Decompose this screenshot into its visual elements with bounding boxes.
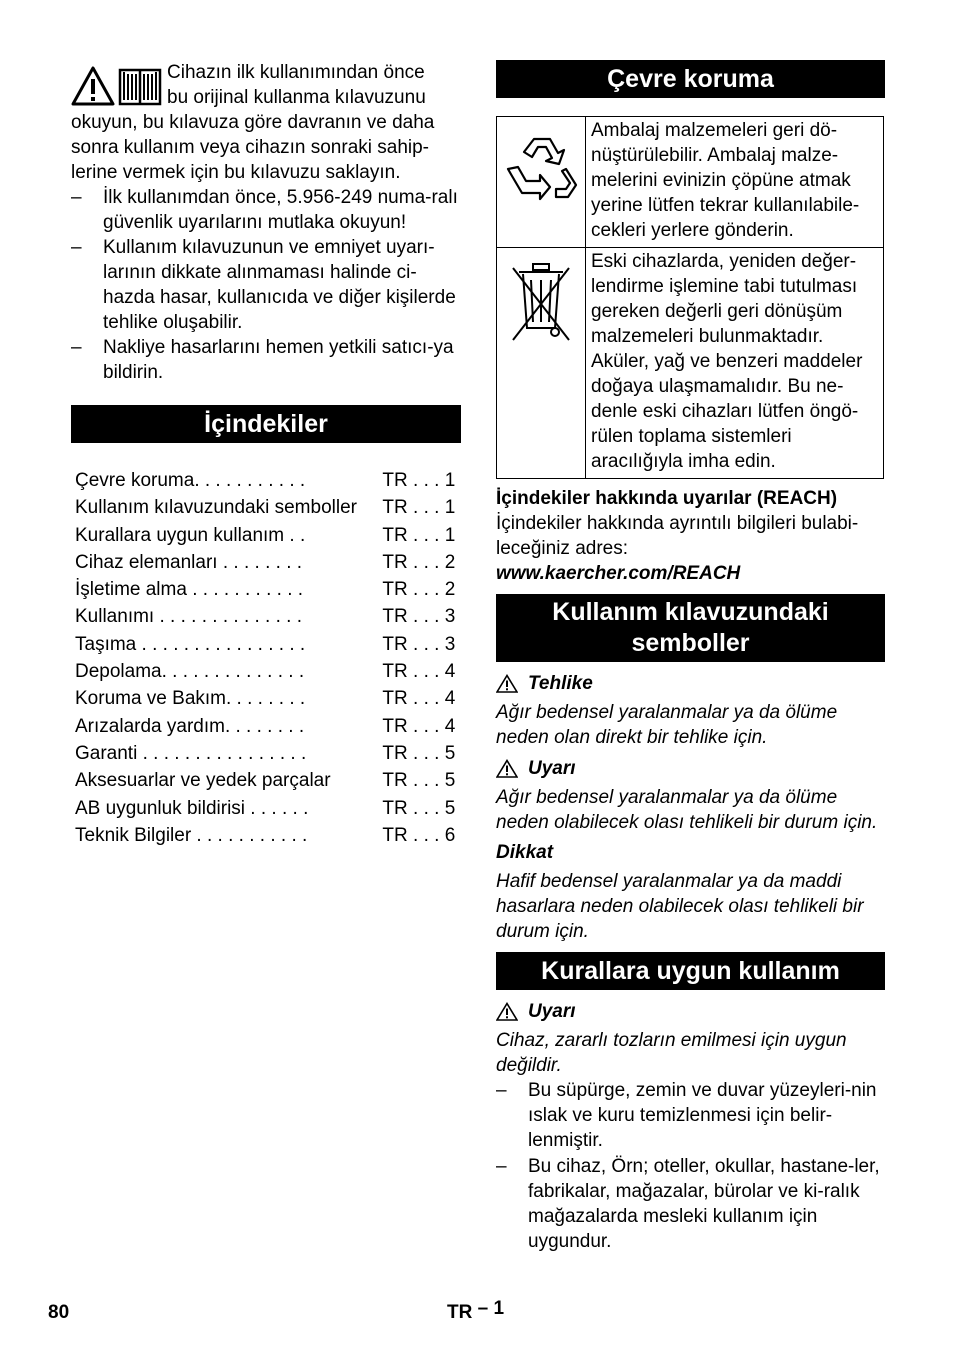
toc-entry-title: AB uygunluk bildirisi . . . . . .	[75, 797, 309, 819]
intended-warning-text: Cihaz, zararlı tozların emilmesi için uygun değildir.	[496, 1030, 847, 1076]
right-column	[496, 60, 885, 1254]
toc-entry-page: TR . . . 5	[382, 742, 456, 764]
recycle-icon-cell	[497, 117, 586, 248]
toc-entry-page: TR . . . 3	[382, 606, 456, 628]
intro-icons	[71, 64, 163, 110]
crossed-bin-icon	[511, 262, 571, 344]
reach-section	[496, 486, 885, 586]
toc-entry-page: TR . . . 1	[382, 497, 456, 519]
symbols-heading-line-1: Kullanım kılavuzundaki	[552, 598, 829, 626]
toc-entry-page: TR . . . 1	[382, 524, 456, 546]
list-item	[71, 185, 461, 235]
toc-entry-title: Kullanımı . . . . . . . . . . . . . .	[75, 606, 303, 628]
toc-entry-title: Arızalarda yardım. . . . . . . .	[75, 715, 305, 737]
warning-triangle-icon	[496, 759, 518, 778]
toc-entry-title: Aksesuarlar ve yedek parçalar	[75, 770, 331, 792]
table-row	[497, 248, 884, 479]
danger-label-row	[496, 671, 885, 696]
intended-use-section	[496, 999, 885, 1254]
intended-warning-label-row	[496, 999, 885, 1024]
warning-label-row	[496, 756, 885, 781]
toc-entry-page: TR . . . 4	[382, 688, 456, 710]
toc-entry-title: Kullanım kılavuzundaki semboller	[75, 497, 357, 519]
reach-text: İçindekiler hakkında ayrıntılı bilgileri bulabi-leceğiniz adres:	[496, 513, 859, 559]
list-item	[496, 1154, 885, 1254]
toc-entry-page: TR . . . 2	[382, 579, 456, 601]
warning-text: Ağır bedensel yaralanmalar ya da ölüme neden olabilecek olası tehlikeli bir durum için.	[496, 787, 878, 833]
table-row	[497, 117, 884, 248]
toc-row	[71, 685, 461, 712]
caution-text: Hafif bedensel yaralanmalar ya da maddi hasarlara neden olabilecek olası tehlikeli bir durum için.	[496, 871, 864, 942]
toc-entry-page: TR . . . 4	[382, 715, 456, 737]
toc-row	[71, 467, 461, 494]
warning-triangle-icon	[71, 66, 115, 106]
bullet-dash: –	[71, 237, 82, 258]
intended-warning-label: Uyarı	[528, 1001, 576, 1022]
left-column	[71, 60, 461, 849]
toc-entry-page: TR . . . 6	[382, 824, 456, 846]
toc-row	[71, 767, 461, 794]
toc-row	[71, 576, 461, 603]
warning-label: Uyarı	[528, 758, 576, 779]
toc-entry-page: TR . . . 5	[382, 770, 456, 792]
warning-triangle-icon	[496, 1002, 518, 1021]
toc-row	[71, 795, 461, 822]
weee-icon-cell	[497, 248, 586, 479]
toc-row	[71, 713, 461, 740]
list-item	[71, 335, 461, 385]
toc-row	[71, 822, 461, 849]
bullet-text: Bu süpürge, zemin ve duvar yüzeyleri-nin ıslak ve kuru temizlenmesi için belir-lenmiştir.	[528, 1080, 877, 1151]
toc-entry-page: TR . . . 3	[382, 633, 456, 655]
recycle-icon	[504, 131, 580, 207]
toc-entry-page: TR . . . 4	[382, 661, 456, 683]
toc-entry-title: İşletime alma . . . . . . . . . . .	[75, 579, 304, 601]
danger-label: Tehlike	[528, 673, 593, 694]
footer-section: TR	[447, 1302, 473, 1323]
toc-entry-title: Kurallara uygun kullanım . .	[75, 524, 306, 546]
toc-entry-title: Taşıma . . . . . . . . . . . . . . . .	[75, 633, 306, 655]
intro-line-1: Cihazın ilk kullanımından önce	[167, 62, 425, 83]
manual-book-icon	[118, 66, 162, 106]
intro-bullet-list	[71, 185, 461, 385]
toc-row	[71, 522, 461, 549]
intro-section	[71, 60, 461, 385]
toc-row	[71, 740, 461, 767]
toc-entry-title: Cihaz elemanları . . . . . . . .	[75, 551, 303, 573]
intended-use-heading: Kurallara uygun kullanım	[496, 952, 885, 990]
recycle-text-cell: Ambalaj malzemeleri geri dö-nüştürülebilir. Ambalaj malze-melerini evinizin çöpüne atmak yerine lütfen tekrar kullanılabile-cekleri yerlere gönderin.	[586, 117, 884, 248]
symbols-section	[496, 671, 885, 944]
symbols-heading	[496, 594, 885, 662]
symbols-heading-line-2: semboller	[631, 629, 750, 657]
bullet-dash: –	[496, 1156, 507, 1177]
bullet-dash: –	[71, 337, 82, 358]
toc-row	[71, 549, 461, 576]
toc-entry-title: Çevre koruma. . . . . . . . . . .	[75, 470, 306, 491]
toc-entry-title: Depolama. . . . . . . . . . . . . .	[75, 661, 305, 683]
page-footer-label	[447, 1296, 504, 1321]
toc-row	[71, 494, 461, 521]
intro-line-2: bu orijinal kullanma kılavuzunu	[167, 87, 426, 108]
footer-dash-page: – 1	[477, 1298, 505, 1319]
bullet-text: Bu cihaz, Örn; oteller, okullar, hastane-ler, fabrikalar, mağazalar, bürolar ve ki-ralık mağazalarda mesleki kullanım için uygundur.	[528, 1156, 880, 1252]
toc-heading: İçindekiler	[71, 405, 461, 443]
list-item	[71, 235, 461, 335]
bullet-dash: –	[496, 1080, 507, 1101]
toc-row	[71, 658, 461, 685]
toc-entry-page: TR . . . 1	[382, 470, 456, 491]
reach-title: İçindekiler hakkında uyarılar (REACH)	[496, 488, 838, 509]
list-item	[496, 1078, 885, 1153]
environment-table	[496, 116, 884, 479]
bullet-text: Nakliye hasarlarını hemen yetkili satıcı-ya bildirin.	[103, 337, 454, 383]
toc-row	[71, 603, 461, 630]
weee-text-cell: Eski cihazlarda, yeniden değer-lendirme işlemine tabi tutulması gereken değerli geri dönüşüm malzemeleri bulunmaktadır. Aküler, yağ ve benzeri maddeler doğaya ulaşmamalıdır. Bu ne-denle eski cihazları lütfen öngö-rülen toplama sistemleri aracılığıyla imha edin.	[586, 248, 884, 479]
table-of-contents	[71, 467, 461, 849]
danger-text: Ağır bedensel yaralanmalar ya da ölüme neden olan direkt bir tehlike için.	[496, 702, 838, 748]
toc-entry-page: TR . . . 5	[382, 797, 456, 819]
environment-heading: Çevre koruma	[496, 60, 885, 98]
warning-triangle-icon	[496, 674, 518, 693]
intro-rest: okuyun, bu kılavuza göre davranın ve daha sonra kullanım veya cihazın sonraki sahip-lerine vermek için bu kılavuzu saklayın.	[71, 112, 435, 183]
page-number: 80	[48, 1302, 70, 1323]
toc-entry-title: Koruma ve Bakım. . . . . . . .	[75, 688, 306, 710]
bullet-text: İlk kullanımdan önce, 5.956-249 numa-ralı güvenlik uyarılarını mutlaka okuyun!	[103, 187, 458, 233]
bullet-text: Kullanım kılavuzunun ve emniyet uyarı-larının dikkate alınmaması halinde ci-hazda hasar, kullanıcıda ve diğer kişilerde tehlike oluşabilir.	[103, 237, 456, 333]
reach-url: www.kaercher.com/REACH	[496, 563, 741, 584]
toc-entry-title: Teknik Bilgiler . . . . . . . . . . .	[75, 824, 308, 846]
bullet-dash: –	[71, 187, 82, 208]
intended-use-bullet-list	[496, 1078, 885, 1254]
caution-label: Dikkat	[496, 842, 554, 863]
toc-row	[71, 631, 461, 658]
toc-entry-title: Garanti . . . . . . . . . . . . . . . .	[75, 742, 307, 764]
toc-entry-page: TR . . . 2	[382, 551, 456, 573]
